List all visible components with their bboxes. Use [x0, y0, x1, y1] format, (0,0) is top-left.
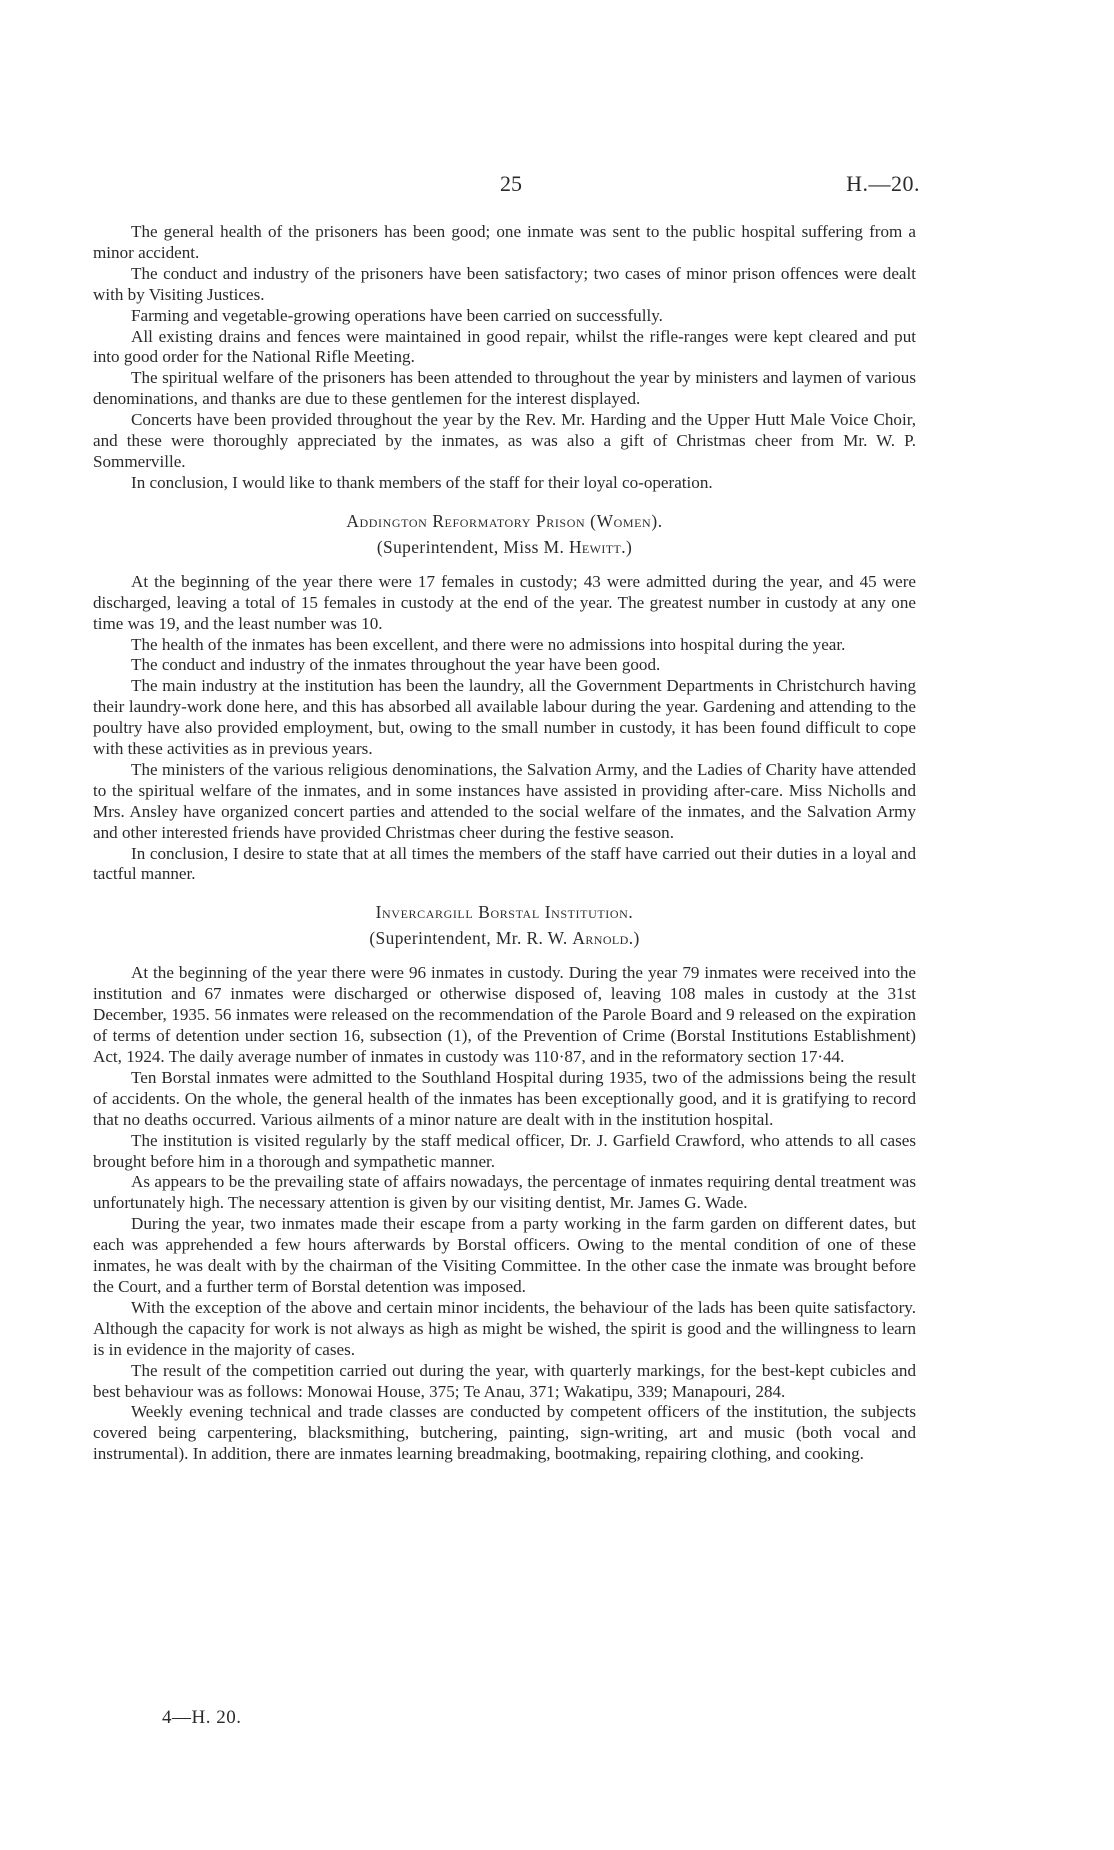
- document-reference: H.—20.: [846, 171, 920, 196]
- superintendent-name: Arnold: [572, 928, 629, 949]
- section-addington: [93, 510, 916, 886]
- paragraph: During the year, two inmates made their escape from a party working in the farm garden on different dates, but each was apprehended a few hours afterwards by Borstal officers. Owing to the mental condition of one of these inmates, he was dealt with by the chairman of the Visiting Committee. In the other case the inmate was brought before the Court, and a further term of Borstal detention was imposed.: [93, 1214, 916, 1296]
- paragraph: The conduct and industry of the prisoners have been satisfactory; two cases of minor prison offences were dealt with by Visiting Justices.: [93, 263, 916, 304]
- section-subheading: [93, 536, 916, 558]
- paragraph: The spiritual welfare of the prisoners has been attended to throughout the year by ministers and laymen of various denominations, and thanks are due to these gentlemen for the interest displayed.: [93, 368, 916, 409]
- paragraph: The ministers of the various religious denominations, the Salvation Army, and the Ladies of Charity have attended to the spiritual welfare of the inmates, and in some instances have assisted in providing after-care. Miss Nicholls and Mrs. Ansley have organized concert parties and attended to the social welfare of the inmates, and the Salvation Army and other interested friends have provided Christmas cheer during the festive season.: [93, 759, 916, 842]
- subheading-prefix: (Superintendent, Mr. R. W.: [369, 928, 573, 949]
- page-header: [0, 171, 1114, 201]
- page-number: 25: [500, 171, 522, 196]
- superintendent-name: Hewitt: [568, 536, 622, 557]
- paragraph: The general health of the prisoners has been good; one inmate was sent to the public hospital suffering from a minor accident.: [93, 222, 916, 262]
- paragraph: As appears to be the prevailing state of affairs nowadays, the percentage of inmates requiring dental treatment was unfortunately high. The necessary attention is given by our visiting dentist, Mr. James G. Wade.: [93, 1172, 916, 1213]
- paragraph: The result of the competition carried out during the year, with quarterly markings, for the best-kept cubicles and best behaviour was as follows: Monowai House, 375; Te Anau, 371; Wakatipu, 339; Manapouri, 284.: [93, 1360, 916, 1401]
- paragraph: The conduct and industry of the inmates throughout the year have been good.: [131, 655, 661, 675]
- paragraph: The main industry at the institution has been the laundry, all the Government Departments in Christchurch having their laundry-work done here, and this has absorbed all available labour during the year. Gardening and attending to the poultry have also provided employment, but, owing to the small number in custody, it has been found difficult to cope with these activities as in previous years.: [93, 676, 916, 759]
- section-subheading: [93, 927, 916, 949]
- paragraph: With the exception of the above and certain minor incidents, the behaviour of the lads has been quite satisfactory. Although the capacity for work is not always as high as might be wished, the spirit is good and the willingness to learn is in evidence in the majority of cases.: [93, 1297, 916, 1359]
- paragraph: Ten Borstal inmates were admitted to the Southland Hospital during 1935, two of the admissions being the result of accidents. On the whole, the general health of the inmates has been exceptionally good, and it is gratifying to record that no deaths occurred. Various ailments of a minor nature are dealt with in the institution hospital.: [93, 1067, 916, 1129]
- paragraph: The health of the inmates has been excellent, and there were no admissions into hospital during the year.: [131, 634, 846, 654]
- paragraph: In conclusion, I would like to thank members of the staff for their loyal co-operation.: [131, 472, 713, 492]
- paragraph: All existing drains and fences were maintained in good repair, whilst the rifle-ranges were kept cleared and put into good order for the National Rifle Meeting.: [93, 326, 916, 367]
- paragraph: At the beginning of the year there were 17 females in custody; 43 were admitted during the year, and 45 were discharged, leaving a total of 15 females in custody at the end of the year. The greatest number in custody at any one time was 19, and the least number was 10.: [93, 571, 916, 633]
- subheading-suffix: .): [621, 536, 633, 557]
- section-invercargill: [93, 901, 916, 1465]
- footer-signature: 4—H. 20.: [162, 1707, 242, 1728]
- section-heading: Addington Reformatory Prison (Women).: [346, 510, 663, 531]
- subheading-prefix: (Superintendent, Miss M.: [376, 536, 569, 557]
- paragraph: Concerts have been provided throughout the year by the Rev. Mr. Harding and the Upper Hutt Male Voice Choir, and these were thoroughly appreciated by the inmates, as was also a gift of Christmas cheer from Mr. W. P. Sommerville.: [93, 410, 916, 471]
- section-heading: Invercargill Borstal Institution.: [375, 902, 634, 923]
- section-wi-prison-continued: [93, 222, 916, 494]
- document-body: [93, 222, 916, 1465]
- subheading-suffix: .): [628, 928, 640, 949]
- paragraph: In conclusion, I desire to state that at all times the members of the staff have carried out their duties in a loyal and tactful manner.: [93, 843, 916, 884]
- paragraph: Farming and vegetable-growing operations have been carried on successfully.: [131, 305, 663, 325]
- paragraph: Weekly evening technical and trade classes are conducted by competent officers of the institution, the subjects covered being carpentering, blacksmithing, butchering, painting, sign-writing, art and music (both vocal and instrumental). In addition, there are inmates learning breadmaking, bootmaking, repairing clothing, and cooking.: [93, 1402, 916, 1464]
- paragraph: The institution is visited regularly by the staff medical officer, Dr. J. Garfield Crawford, who attends to all cases brought before him in a thorough and sympathetic manner.: [93, 1130, 916, 1171]
- paragraph: At the beginning of the year there were 96 inmates in custody. During the year 79 inmates were received into the institution and 67 inmates were discharged or otherwise disposed of, leaving 108 males in custody at the 31st December, 1935. 56 inmates were released on the recommendation of the Parole Board and 9 released on the expiration of terms of detention under section 16, subsection (1), of the Prevention of Crime (Borstal Institutions Establishment) Act, 1924. The daily average number of inmates in custody was 110·87, and in the reformatory section 17·44.: [93, 963, 916, 1066]
